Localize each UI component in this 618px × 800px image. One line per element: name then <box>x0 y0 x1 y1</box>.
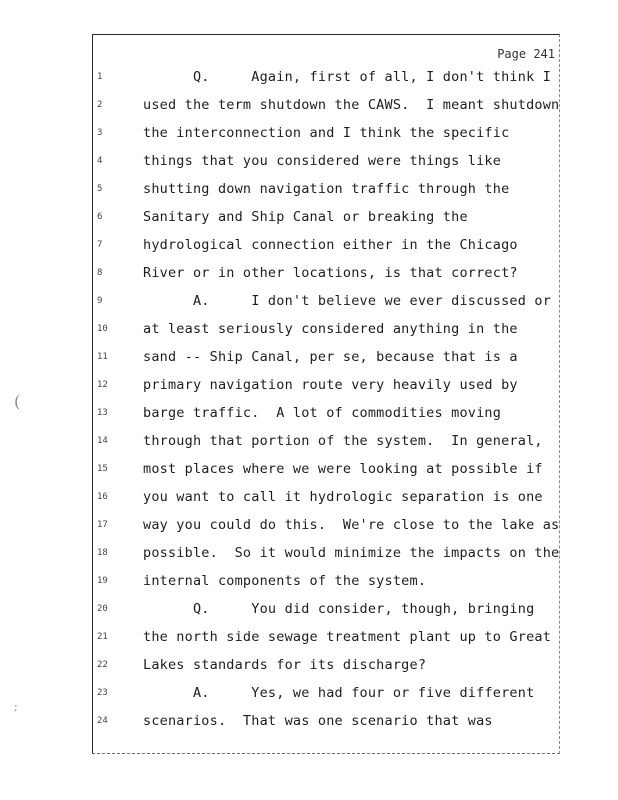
transcript-line <box>93 657 559 677</box>
line-number: 20 <box>97 604 108 614</box>
transcript-line <box>93 209 559 229</box>
line-number: 22 <box>97 660 108 670</box>
transcript-line <box>93 545 559 565</box>
line-text: possible. So it would minimize the impacts on the <box>143 545 560 561</box>
line-number: 23 <box>97 688 108 698</box>
line-text: way you could do this. We're close to the lake as <box>143 517 560 533</box>
transcript-line <box>93 405 559 425</box>
line-text: barge traffic. A lot of commodities moving <box>143 405 502 421</box>
line-text: River or in other locations, is that correct? <box>143 265 518 281</box>
line-number: 6 <box>97 212 103 222</box>
transcript-line <box>93 601 559 621</box>
line-number: 21 <box>97 632 108 642</box>
stray-mark: ; <box>14 700 18 713</box>
stray-mark: ( <box>14 392 21 411</box>
line-text: through that portion of the system. In general, <box>143 433 543 449</box>
transcript-line <box>93 265 559 285</box>
line-text: hydrological connection either in the Chicago <box>143 237 518 253</box>
transcript-line <box>93 125 559 145</box>
transcript-line <box>93 461 559 481</box>
line-text: the interconnection and I think the specific <box>143 125 510 141</box>
line-text: A. I don't believe we ever discussed or <box>143 293 552 309</box>
transcript-line <box>93 153 559 173</box>
line-text: sand -- Ship Canal, per se, because that is a <box>143 349 518 365</box>
line-number: 3 <box>97 128 103 138</box>
line-text: Lakes standards for its discharge? <box>143 657 427 673</box>
line-number: 2 <box>97 100 103 110</box>
line-number: 14 <box>97 436 108 446</box>
line-number: 17 <box>97 520 108 530</box>
transcript-line <box>93 517 559 537</box>
line-text: Q. Again, first of all, I don't think I <box>143 69 552 85</box>
line-number: 13 <box>97 408 108 418</box>
transcript-line <box>93 321 559 341</box>
transcript-line <box>93 573 559 593</box>
line-number: 1 <box>97 72 103 82</box>
line-text: used the term shutdown the CAWS. I meant shutdown <box>143 97 560 113</box>
line-text: the north side sewage treatment plant up to Great <box>143 629 552 645</box>
transcript-line <box>93 237 559 257</box>
transcript-line <box>93 377 559 397</box>
line-text: at least seriously considered anything in the <box>143 321 518 337</box>
line-number: 18 <box>97 548 108 558</box>
line-number: 24 <box>97 716 108 726</box>
line-number: 16 <box>97 492 108 502</box>
line-number: 8 <box>97 268 103 278</box>
line-text: A. Yes, we had four or five different <box>143 685 535 701</box>
line-text: you want to call it hydrologic separation is one <box>143 489 543 505</box>
transcript-line <box>93 433 559 453</box>
transcript-line <box>93 713 559 733</box>
line-number: 19 <box>97 576 108 586</box>
line-text: things that you considered were things like <box>143 153 502 169</box>
line-number: 15 <box>97 464 108 474</box>
transcript-line <box>93 69 559 89</box>
page-number: Page 241 <box>497 47 555 61</box>
transcript-line <box>93 489 559 509</box>
line-number: 5 <box>97 184 103 194</box>
transcript-line <box>93 629 559 649</box>
line-text: shutting down navigation traffic through the <box>143 181 510 197</box>
line-text: Sanitary and Ship Canal or breaking the <box>143 209 468 225</box>
line-text: most places where we were looking at possible if <box>143 461 543 477</box>
transcript-line <box>93 97 559 117</box>
transcript-line <box>93 293 559 313</box>
transcript-line <box>93 685 559 705</box>
line-number: 4 <box>97 156 103 166</box>
line-text: primary navigation route very heavily used by <box>143 377 518 393</box>
line-text: internal components of the system. <box>143 573 427 589</box>
line-number: 9 <box>97 296 103 306</box>
line-number: 10 <box>97 324 108 334</box>
transcript-line <box>93 181 559 201</box>
line-number: 12 <box>97 380 108 390</box>
line-text: scenarios. That was one scenario that was <box>143 713 493 729</box>
transcript-page <box>92 34 560 754</box>
line-number: 11 <box>97 352 108 362</box>
line-number: 7 <box>97 240 103 250</box>
line-text: Q. You did consider, though, bringing <box>143 601 535 617</box>
transcript-line <box>93 349 559 369</box>
